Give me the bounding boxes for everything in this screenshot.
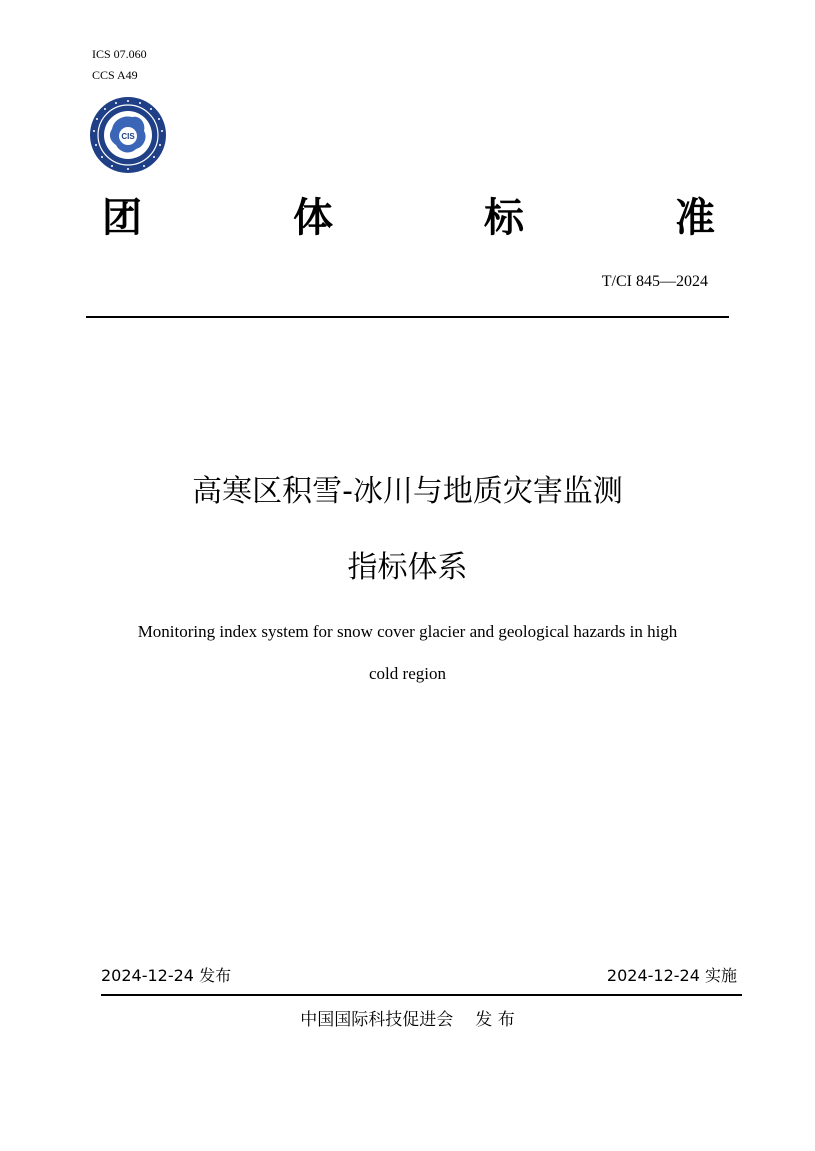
- title-en-line-1: Monitoring index system for snow cover glacier and geological hazards in high: [137, 622, 678, 641]
- ics-code: ICS 07.060: [92, 47, 147, 61]
- publisher-action: 发 布: [475, 1010, 515, 1030]
- standard-type-char-3: 标: [484, 195, 524, 241]
- standard-type-char-4: 准: [675, 195, 715, 241]
- title-cn-line-2: 指标体系: [347, 550, 468, 585]
- implement-date: 2024-12-24 实施: [606, 966, 737, 985]
- publish-date: 2024-12-24 发布: [101, 966, 232, 985]
- title-en-line-2: cold region: [369, 664, 446, 683]
- header-divider: [86, 316, 729, 318]
- svg-text:CIS: CIS: [121, 132, 135, 141]
- title-cn-line-1: 高寒区积雪-冰川与地质灾害监测: [192, 474, 623, 509]
- standard-type-char-2: 体: [293, 195, 333, 241]
- footer-divider: [101, 994, 742, 996]
- publisher: [0, 1008, 815, 1032]
- standard-type-char-1: 团: [102, 195, 142, 241]
- publisher-name: 中国国际科技促进会: [300, 1010, 454, 1030]
- standard-number: T/CI 845—2024: [601, 273, 708, 290]
- ccs-code: CCS A49: [92, 68, 138, 82]
- association-seal-icon: [88, 95, 168, 175]
